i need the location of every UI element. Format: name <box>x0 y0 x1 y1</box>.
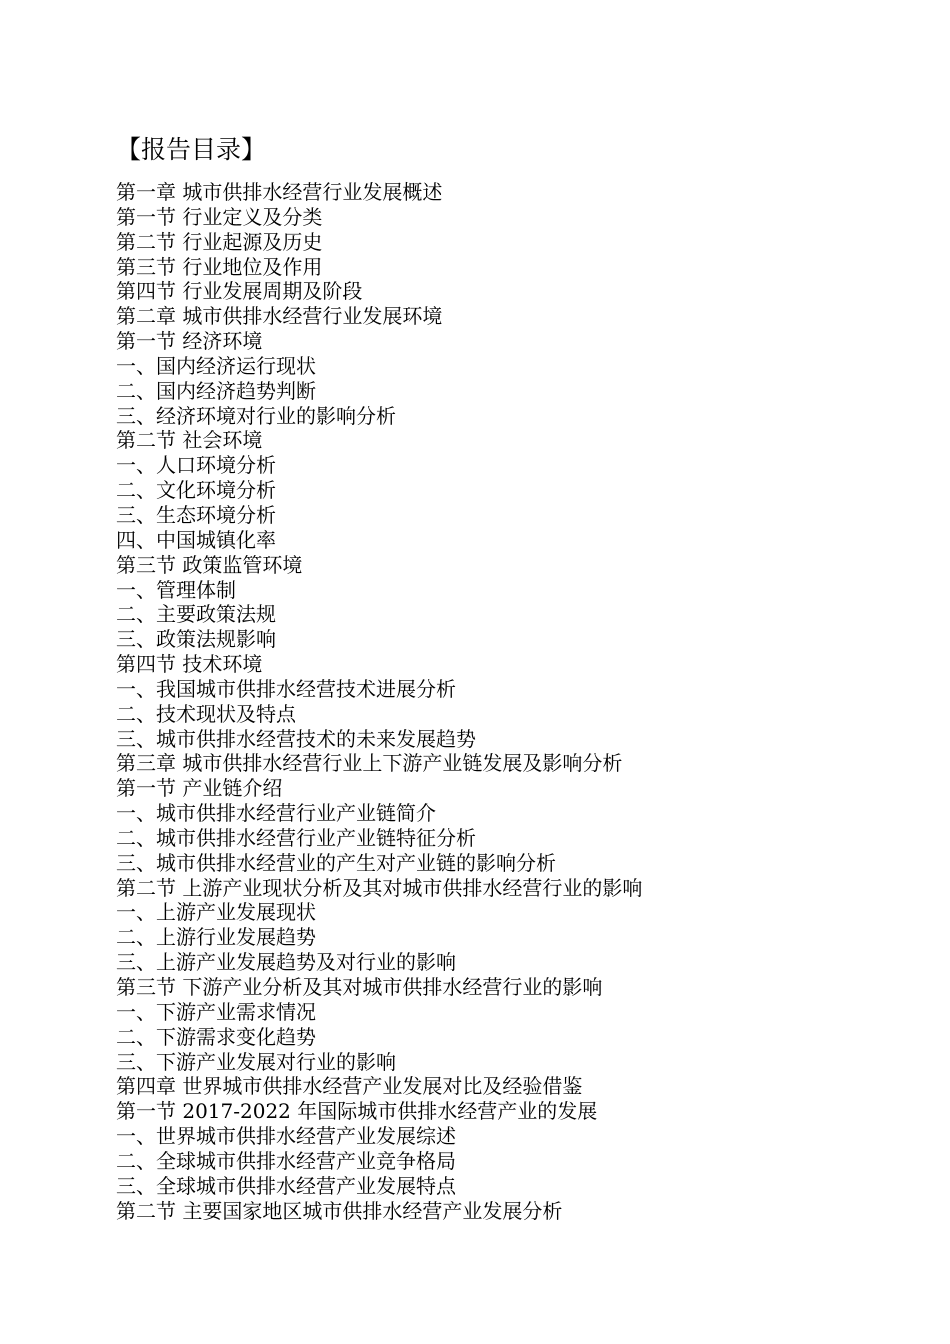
toc-item: 三、经济环境对行业的影响分析 <box>116 403 396 428</box>
toc-item: 二、主要政策法规 <box>116 602 276 627</box>
toc-item: 一、国内经济运行现状 <box>116 353 316 378</box>
toc-item: 一、上游产业发展现状 <box>116 900 316 925</box>
toc-item: 第四章 世界城市供排水经营产业发展对比及经验借鉴 <box>116 1074 583 1099</box>
toc-item: 第一节 2017-2022 年国际城市供排水经营产业的发展 <box>116 1099 598 1124</box>
toc-item: 第一节 经济环境 <box>116 329 263 354</box>
table-of-contents <box>116 180 916 1223</box>
toc-item: 第三节 行业地位及作用 <box>116 254 323 279</box>
toc-item: 第二节 主要国家地区城市供排水经营产业发展分析 <box>116 1198 563 1223</box>
toc-item: 一、城市供排水经营行业产业链简介 <box>116 801 436 826</box>
toc-item: 第四节 技术环境 <box>116 652 263 677</box>
toc-item: 第一节 产业链介绍 <box>116 776 283 801</box>
toc-item: 第三节 下游产业分析及其对城市供排水经营行业的影响 <box>116 975 603 999</box>
toc-item: 三、上游产业发展趋势及对行业的影响 <box>116 950 456 975</box>
toc-item: 第四节 行业发展周期及阶段 <box>116 279 363 304</box>
toc-item: 一、我国城市供排水经营技术进展分析 <box>116 676 456 701</box>
toc-item: 一、人口环境分析 <box>116 453 276 478</box>
toc-item: 三、政策法规影响 <box>116 627 276 652</box>
toc-item: 二、国内经济趋势判断 <box>116 378 316 403</box>
toc-item: 二、全球城市供排水经营产业竞争格局 <box>116 1148 456 1173</box>
toc-item: 第二章 城市供排水经营行业发展环境 <box>116 304 443 329</box>
toc-item: 三、城市供排水经营技术的未来发展趋势 <box>116 726 476 751</box>
toc-item: 二、文化环境分析 <box>116 478 276 503</box>
toc-item: 第一节 行业定义及分类 <box>116 204 323 229</box>
toc-item: 一、下游产业需求情况 <box>116 999 316 1024</box>
toc-item: 二、城市供排水经营行业产业链特征分析 <box>116 825 476 850</box>
toc-item: 二、上游行业发展趋势 <box>116 925 316 950</box>
toc-item: 三、下游产业发展对行业的影响 <box>116 1049 396 1074</box>
toc-item: 第二节 社会环境 <box>116 428 263 453</box>
report-toc-heading: 【报告目录】 <box>116 135 267 164</box>
toc-item: 三、城市供排水经营业的产生对产业链的影响分析 <box>116 850 556 875</box>
document-page <box>116 130 916 1223</box>
toc-item: 第二节 行业起源及历史 <box>116 229 323 254</box>
toc-item: 一、管理体制 <box>116 577 236 602</box>
toc-item: 第一章 城市供排水经营行业发展概述 <box>116 180 443 204</box>
toc-item: 第三节 政策监管环境 <box>116 552 303 577</box>
toc-item: 二、技术现状及特点 <box>116 701 296 726</box>
toc-item: 三、全球城市供排水经营产业发展特点 <box>116 1173 456 1198</box>
toc-item: 第二节 上游产业现状分析及其对城市供排水经营行业的影响 <box>116 875 643 900</box>
toc-item: 三、生态环境分析 <box>116 502 276 527</box>
toc-item: 二、下游需求变化趋势 <box>116 1024 316 1049</box>
toc-item: 一、世界城市供排水经营产业发展综述 <box>116 1124 456 1149</box>
toc-item: 第三章 城市供排水经营行业上下游产业链发展及影响分析 <box>116 751 623 776</box>
toc-item: 四、中国城镇化率 <box>116 527 276 552</box>
